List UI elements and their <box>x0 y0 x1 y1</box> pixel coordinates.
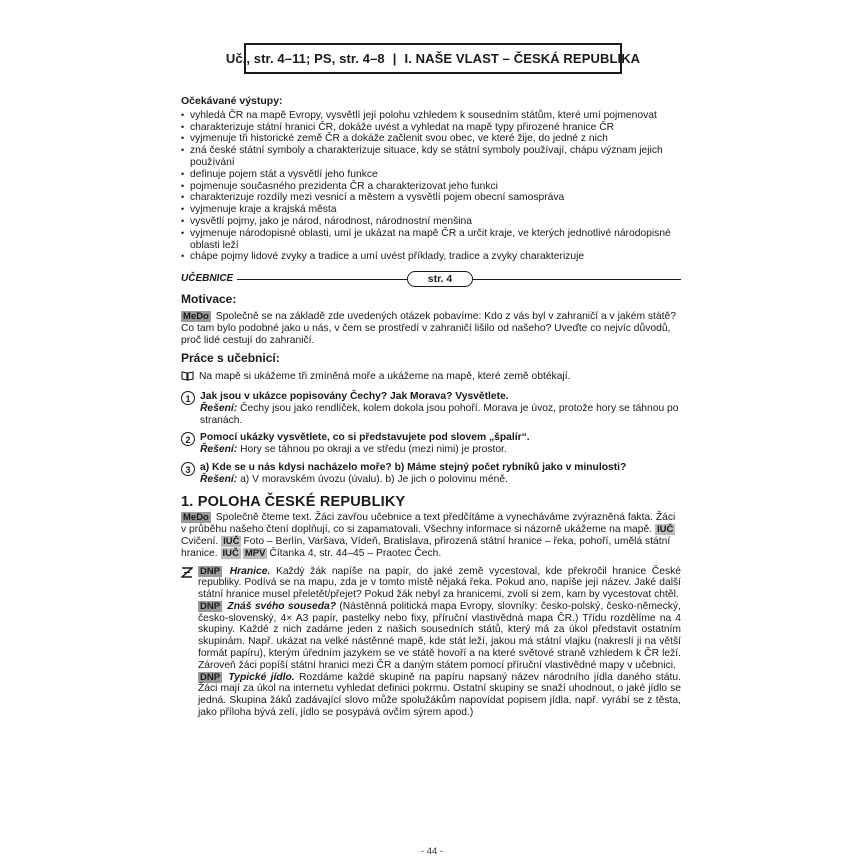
solution-text: a) V moravském úvozu (úvalu). b) Je jich o polovinu méně. <box>240 473 508 485</box>
solution <box>200 444 681 456</box>
dnp-activity <box>198 601 681 672</box>
dnp-activity-title: Hranice. <box>229 565 271 577</box>
chapter-title: I. NAŠE VLAST – ČESKÁ REPUBLIKA <box>404 51 641 66</box>
question-item <box>181 432 681 456</box>
solution-text: Hory se táhnou po okraji a ve středu (mezi nimi) je prostor. <box>240 444 507 456</box>
question-number: 2 <box>181 432 195 446</box>
question-item <box>181 462 681 486</box>
question-text: Jak jsou v ukázce popisovány Čechy? Jak Morava? Vysvětlete. <box>200 390 509 402</box>
dnp-activity-text: (Nástěnná politická mapa Evropy, slovníky: česko-polský, česko-německý, česko-slovenský, 4× A3 papír, pastelky nebo fixy, příruční vlastivědná mapa ČR.) Třídu rozdělíme na 4 skupiny. Každé z nich zadáme jeden z našich sousedních států, který má za úkol představit ostatním skupinám. Např. ukázat na velké nástěnné mapě, kde stát leží, jakou má státní vlajku (nakreslí ji na větší formát papíru), kterým úředním jazykem se ve státě hovoří a na které světové straně vzhledem k ČR leží. Zároveň žáci popíší státní hranici mezi ČR a daným státem pomocí příruční vlastivědné mapy v učebnici. <box>198 600 681 671</box>
textbook-page-badge: str. 4 <box>407 271 473 287</box>
header-separator: | <box>392 51 397 66</box>
textbook-work-title: Práce s učebnicí: <box>181 351 280 366</box>
textbook-label: UČEBNICE <box>181 273 237 285</box>
outcome-item: • charakterizuje státní hranici ČR, dokáže uvést a vyhledat na mapě typy přirozené hranice ČR <box>181 122 681 134</box>
page-number: - 44 - <box>420 846 444 857</box>
page-content <box>181 96 681 719</box>
book-instruction-text: Na mapě si ukážeme tři zmíněná moře a ukážeme na mapě, které země obtékají. <box>199 371 571 383</box>
motivation-paragraph <box>181 311 681 346</box>
chapter-header <box>225 43 641 74</box>
section-intro-paragraph <box>181 512 681 559</box>
iuc-text: Čítanka 4, str. 44–45 – Praotec Čech. <box>269 547 442 559</box>
open-book-icon <box>181 371 195 385</box>
book-instruction <box>181 371 681 385</box>
dnp-activity-text: Každý žák napíše na papír, do jaké země vycestoval, kde překročil hranice České republiky. Podívá se na mapu, zda je v tomto místě nějaká řeka. Pokud ano, napíše její název. Jaké další státní hranice musel přeletět/přejet? Pokud žák nebyl za hranicemi, zvolí si zem, kam by vycestovat chtěl. <box>198 565 681 601</box>
dnp-activities <box>181 566 681 719</box>
section-title: 1. POLOHA ČESKÉ REPUBLIKY <box>181 493 406 510</box>
outcome-item: • vyjmenuje kraje a krajská města <box>181 204 681 216</box>
textbook-section-rule <box>181 271 681 287</box>
dnp-tag: DNP <box>200 671 221 683</box>
dnp-tag: DNP <box>200 565 221 577</box>
motivation-title: Motivace: <box>181 292 237 307</box>
question-text: Pomocí ukázky vysvětlete, co si představujete pod slovem „špalír“. <box>200 432 530 444</box>
iuc-tag: IUČ <box>656 524 674 536</box>
iuc-text: Cvičení. <box>181 535 219 547</box>
dnp-activity-title: Typické jídlo. <box>228 671 295 683</box>
solution-label: Řešení: <box>200 444 238 456</box>
outcome-item: • charakterizuje rozdíly mezi vesnicí a městem a vysvětlí pojem obecní samospráva <box>181 192 681 204</box>
solution <box>200 474 681 486</box>
outcomes-list <box>181 110 681 263</box>
iuc-tag: IUČ <box>222 547 239 559</box>
dnp-activity-text: Rozdáme každé skupině na papíru napsaný název národního jídla daného státu. Žáci mají za úkol na internetu vyhledat definici pokrmu. Ostatní skupiny se snaží uhodnout, o jaké jídlo se jedná. Skupina žáků zadávající slovo může spolužákům napovídat popisem jídla, např. vyrábí se z těsta, jako příloha bývá zelí, jídlo se posypává ovčím sýrem apod.) <box>198 671 681 719</box>
solution-label: Řešení: <box>200 402 238 414</box>
outcome-item: • vyjmenuje národopisné oblasti, umí je ukázat na mapě ČR a určit kraje, ve kterých jednotlivé národopisné oblasti leží <box>181 228 681 252</box>
dnp-activity-title: Znáš svého souseda? <box>227 600 336 612</box>
dnp-z-icon <box>181 566 195 719</box>
mpv-tag: MPV <box>244 547 266 559</box>
question-number: 3 <box>181 462 195 476</box>
outcome-item: • definuje pojem stát a vysvětlí jeho funkce <box>181 169 681 181</box>
dnp-text <box>198 566 681 719</box>
outcome-item: • vyjmenuje tři historické země ČR a dokáže začlenit svou obec, ve které žije, do jedné z nich <box>181 133 681 145</box>
outcome-item: • pojmenuje současného prezidenta ČR a charakterizovat jeho funkci <box>181 181 681 193</box>
outcome-item: • vyhledá ČR na mapě Evropy, vysvětlí její polohu vzhledem k sousedním státům, které umí pojmenovat <box>181 110 681 122</box>
iuc-tag: IUČ <box>223 535 240 547</box>
question-number: 1 <box>181 391 195 405</box>
chapter-reference: Uč., str. 4–11; PS, str. 4–8 <box>225 51 385 66</box>
solution <box>200 403 681 427</box>
solution-label: Řešení: <box>200 473 238 485</box>
outcome-item: • zná české státní symboly a charakterizuje situace, kdy se státní symboly používají, chápu význam jejich používání <box>181 145 681 169</box>
dnp-tag: DNP <box>200 600 221 612</box>
outcomes-title: Očekávané výstupy: <box>181 95 283 107</box>
question-item <box>181 391 681 426</box>
medo-tag: MeDo <box>183 512 209 524</box>
iuc-text: Foto – Berlín, Varšava, Vídeň, Bratislava, přirozená státní hranice – řeka, pohoří, umělá státní hranice. <box>181 535 671 559</box>
question-text: a) Kde se u nás kdysi nacházelo moře? b) Máme stejný počet rybníků jako v minulosti? <box>200 461 627 473</box>
outcome-item: • chápe pojmy lidové zvyky a tradice a umí uvést příklady, tradice a zvyky charakterizuje <box>181 251 681 263</box>
outcome-item: • vysvětlí pojmy, jako je národ, národnost, národnostní menšina <box>181 216 681 228</box>
motivation-text: Společně se na základě zde uvedených otázek pobavíme: Kdo z vás byl v zahraničí a v jakém státě? Co tam bylo podobné jako u nás, v čem se prostředí v zahraničí lišilo od našeho? Uveďte co nejvíc důvodů, proč lidé cestují do zahraničí. <box>181 310 676 346</box>
medo-tag: MeDo <box>183 310 209 322</box>
dnp-activity <box>198 672 681 719</box>
dnp-activity <box>198 566 681 601</box>
section-intro-text: Společně čteme text. Žáci zavřou učebnice a text předčítáme a vynecháváme zvýrazněná fakta. Žáci v průběhu našeho čtení doplňují, co si zapamatovali. Všechny informace si názorně ukážeme na mapě. <box>181 512 676 536</box>
solution-text: Čechy jsou jako rendlíček, kolem dokola jsou pohoří. Morava je úvoz, protože hory se táhnou po stranách. <box>200 402 679 426</box>
